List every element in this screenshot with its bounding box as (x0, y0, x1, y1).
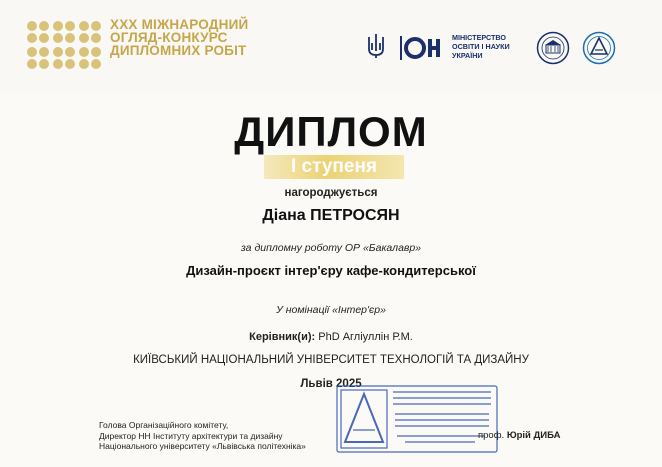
committee-line: Національного університету «Львівська політехніка» (99, 441, 306, 451)
degree-badge: І ступеня (264, 155, 404, 179)
recipient-name: Діана ПЕТРОСЯН (262, 207, 400, 224)
university-seal-icon (536, 31, 570, 65)
committee-line: Голова Організаційного комітету, (99, 420, 229, 430)
committee-line: Директор НН Інституту архітектури та дизайну (99, 430, 283, 441)
institute-seal-icon (582, 31, 616, 65)
university-name: КИЇВСЬКИЙ НАЦІОНАЛЬНИЙ УНІВЕРСИТЕТ ТЕХНОЛОГІЙ ТА ДИЗАЙНУ (133, 354, 529, 366)
ministry-line: УКРАЇНИ (452, 51, 483, 60)
supervisor-label: Керівник(и): (249, 331, 316, 343)
work-level: за дипломну роботу ОР «Бакалавр» (240, 242, 422, 254)
signer (478, 430, 560, 441)
contest-title-line: ОГЛЯД-КОНКУРС (110, 30, 228, 45)
contest-xxx-logo (24, 18, 106, 70)
contest-title (110, 18, 260, 57)
nomination: У номінації «Інтер'єр» (276, 304, 386, 316)
contest-title-line: ДИПЛОМНИХ РОБІТ (110, 43, 247, 58)
ministry-name (452, 33, 522, 60)
city-year: Львів 2025 (300, 378, 362, 390)
ministry-line: ОСВІТИ І НАУКИ (452, 42, 510, 51)
committee-signature-block (99, 420, 359, 452)
awarded-text: нагороджується (284, 187, 378, 199)
diploma-title: ДИПЛОМ (234, 108, 428, 155)
ministry-logo-icon (400, 36, 442, 60)
trident-icon (366, 33, 386, 59)
signer-name: Юрій ДИБА (506, 430, 561, 441)
supervisor (0, 331, 662, 343)
signer-label: проф. (478, 430, 505, 441)
institute-stamp-icon (335, 384, 499, 454)
supervisor-name: PhD Агліуллін Р.М. (318, 331, 413, 343)
contest-title-line: ХХХ МІЖНАРОДНИЙ (110, 17, 249, 32)
project-title: Дизайн-проєкт інтер'єру кафе-кондитерської (186, 263, 476, 278)
ministry-line: МІНІСТЕРСТВО (452, 33, 506, 42)
